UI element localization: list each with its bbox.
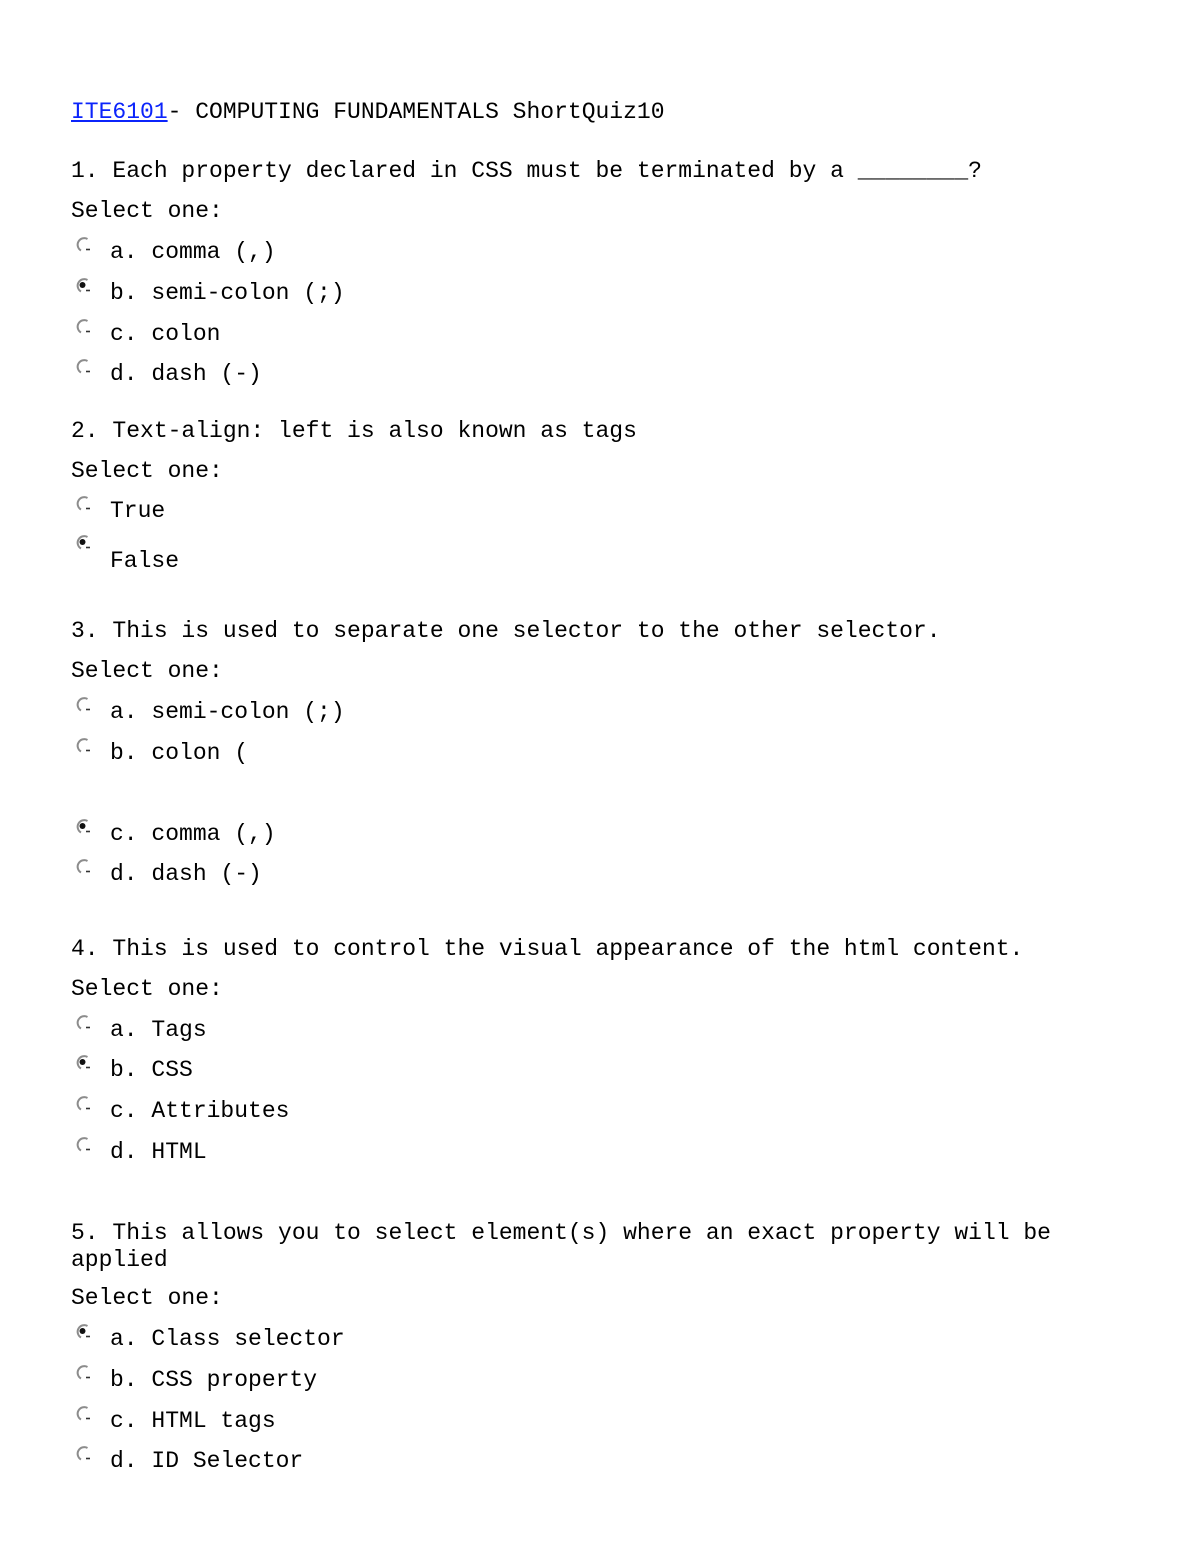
radio-button-checked-icon[interactable] — [73, 532, 93, 552]
question-3-option-d[interactable] — [71, 856, 771, 888]
radio-button-icon[interactable] — [73, 856, 93, 876]
option-label: d. ID Selector — [110, 1448, 304, 1474]
radio-selected-dot — [80, 282, 86, 288]
option-label: d. dash (-) — [110, 361, 262, 387]
radio-selected-dot — [80, 1328, 86, 1334]
question-3-text: 3. This is used to separate one selector to the other selector. — [71, 618, 941, 644]
question-3-option-b[interactable] — [71, 735, 771, 767]
radio-button-icon[interactable] — [73, 1093, 93, 1113]
radio-button-icon[interactable] — [73, 1012, 93, 1032]
radio-button-icon[interactable] — [73, 493, 93, 513]
option-label: c. colon — [110, 321, 221, 347]
question-4-option-b[interactable] — [71, 1052, 771, 1084]
course-link[interactable]: ITE6101 — [71, 99, 168, 125]
option-label: True — [110, 498, 166, 524]
radio-button-checked-icon[interactable] — [73, 1321, 93, 1341]
question-2-option-false[interactable] — [71, 532, 771, 574]
question-3-option-a[interactable] — [71, 694, 771, 726]
option-label: b. CSS property — [110, 1367, 318, 1393]
option-label: c. comma (,) — [110, 821, 276, 847]
question-3-option-c[interactable] — [71, 816, 771, 848]
option-label: a. Tags — [110, 1017, 207, 1043]
option-label: b. CSS — [110, 1057, 193, 1083]
radio-button-icon[interactable] — [73, 1403, 93, 1423]
question-5-option-d[interactable] — [71, 1443, 771, 1475]
option-label: a. Class selector — [110, 1326, 345, 1352]
radio-button-icon[interactable] — [73, 1134, 93, 1154]
question-1-option-c[interactable] — [71, 316, 771, 348]
radio-button-icon[interactable] — [73, 316, 93, 336]
question-4-text: 4. This is used to control the visual appearance of the html content. — [71, 936, 1024, 962]
question-2-text: 2. Text-align: left is also known as tags — [71, 418, 637, 444]
question-5-option-b[interactable] — [71, 1362, 771, 1394]
radio-button-icon[interactable] — [73, 1362, 93, 1382]
question-5-option-a[interactable] — [71, 1321, 771, 1353]
question-4-select-label: Select one: — [71, 976, 223, 1002]
question-1-text: 1. Each property declared in CSS must be terminated by a ________? — [71, 158, 982, 184]
radio-button-icon[interactable] — [73, 1443, 93, 1463]
quiz-title: - COMPUTING FUNDAMENTALS ShortQuiz10 — [167, 99, 665, 125]
radio-button-checked-icon[interactable] — [73, 275, 93, 295]
radio-button-icon[interactable] — [73, 356, 93, 376]
question-5-select-label: Select one: — [71, 1285, 223, 1311]
option-label: d. HTML — [110, 1139, 207, 1165]
radio-button-icon[interactable] — [73, 234, 93, 254]
question-1-option-a[interactable] — [71, 234, 771, 266]
question-4-option-c[interactable] — [71, 1093, 771, 1125]
question-4-option-a[interactable] — [71, 1012, 771, 1044]
question-5-text: 5. This allows you to select element(s) where an exact property will be applied — [71, 1220, 1051, 1273]
option-label: d. dash (-) — [110, 861, 262, 887]
radio-button-icon[interactable] — [73, 735, 93, 755]
option-label: False — [110, 548, 180, 574]
question-3-select-label: Select one: — [71, 658, 223, 684]
question-1-option-b[interactable] — [71, 275, 771, 307]
question-2-option-true[interactable] — [71, 493, 771, 525]
option-label: b. colon ( — [110, 740, 249, 766]
radio-button-checked-icon[interactable] — [73, 1052, 93, 1072]
option-label: c. HTML tags — [110, 1408, 276, 1434]
radio-selected-dot — [80, 823, 86, 829]
page-title — [71, 99, 665, 125]
radio-button-checked-icon[interactable] — [73, 816, 93, 836]
option-label: a. semi-colon (;) — [110, 699, 345, 725]
question-1-option-d[interactable] — [71, 356, 771, 388]
question-1-select-label: Select one: — [71, 198, 223, 224]
radio-button-icon[interactable] — [73, 694, 93, 714]
question-5-option-c[interactable] — [71, 1403, 771, 1435]
radio-selected-dot — [80, 539, 86, 545]
option-label: c. Attributes — [110, 1098, 290, 1124]
radio-selected-dot — [80, 1059, 86, 1065]
question-4-option-d[interactable] — [71, 1134, 771, 1166]
question-2-select-label: Select one: — [71, 458, 223, 484]
option-label: a. comma (,) — [110, 239, 276, 265]
option-label: b. semi-colon (;) — [110, 280, 345, 306]
